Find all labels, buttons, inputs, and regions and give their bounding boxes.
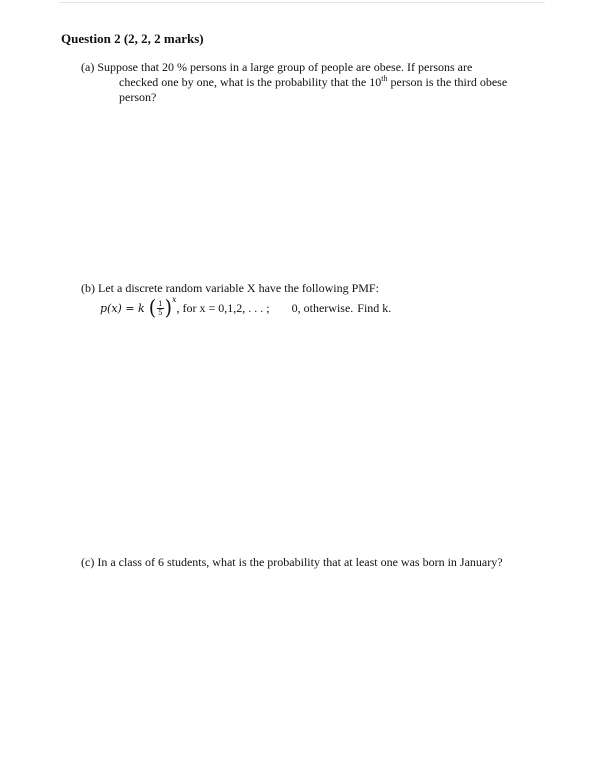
part-b-label: (b) xyxy=(81,281,95,295)
pmf-formula xyxy=(100,296,391,320)
part-a-line1: Suppose that 20 % persons in a large group of people are obese. If persons are xyxy=(97,60,473,74)
part-b-text: Let a discrete random variable X have the following PMF: xyxy=(98,281,379,295)
fraction-denominator: 5 xyxy=(158,308,163,317)
part-c xyxy=(81,555,503,570)
formula-task: Find k. xyxy=(357,300,392,315)
part-a-line2 xyxy=(81,75,507,90)
formula-lhs: p(x) = k xyxy=(100,301,145,315)
part-c-text: In a class of 6 students, what is the probability that at least one was born in January? xyxy=(97,555,503,569)
part-a-label: (a) xyxy=(81,60,95,74)
formula-domain: , for x = 0,1,2, . . . ; xyxy=(176,300,270,315)
part-b xyxy=(81,281,379,296)
formula-exponent: x xyxy=(172,294,177,304)
top-divider xyxy=(59,2,545,3)
part-a-superscript: th xyxy=(381,74,388,83)
left-paren: ( xyxy=(148,295,157,320)
part-a xyxy=(81,60,507,105)
fraction-numerator: 1 xyxy=(158,299,163,308)
part-a-line2-post: person is the third obese xyxy=(387,75,508,89)
part-c-label: (c) xyxy=(81,555,95,569)
fraction xyxy=(157,300,163,317)
part-a-line3: person? xyxy=(119,90,157,104)
question-heading: Question 2 (2, 2, 2 marks) xyxy=(61,31,204,46)
formula-otherwise: 0, otherwise. xyxy=(291,300,354,315)
right-paren: ) xyxy=(164,295,173,320)
part-a-line2-pre: checked one by one, what is the probability that the 10 xyxy=(119,75,382,89)
